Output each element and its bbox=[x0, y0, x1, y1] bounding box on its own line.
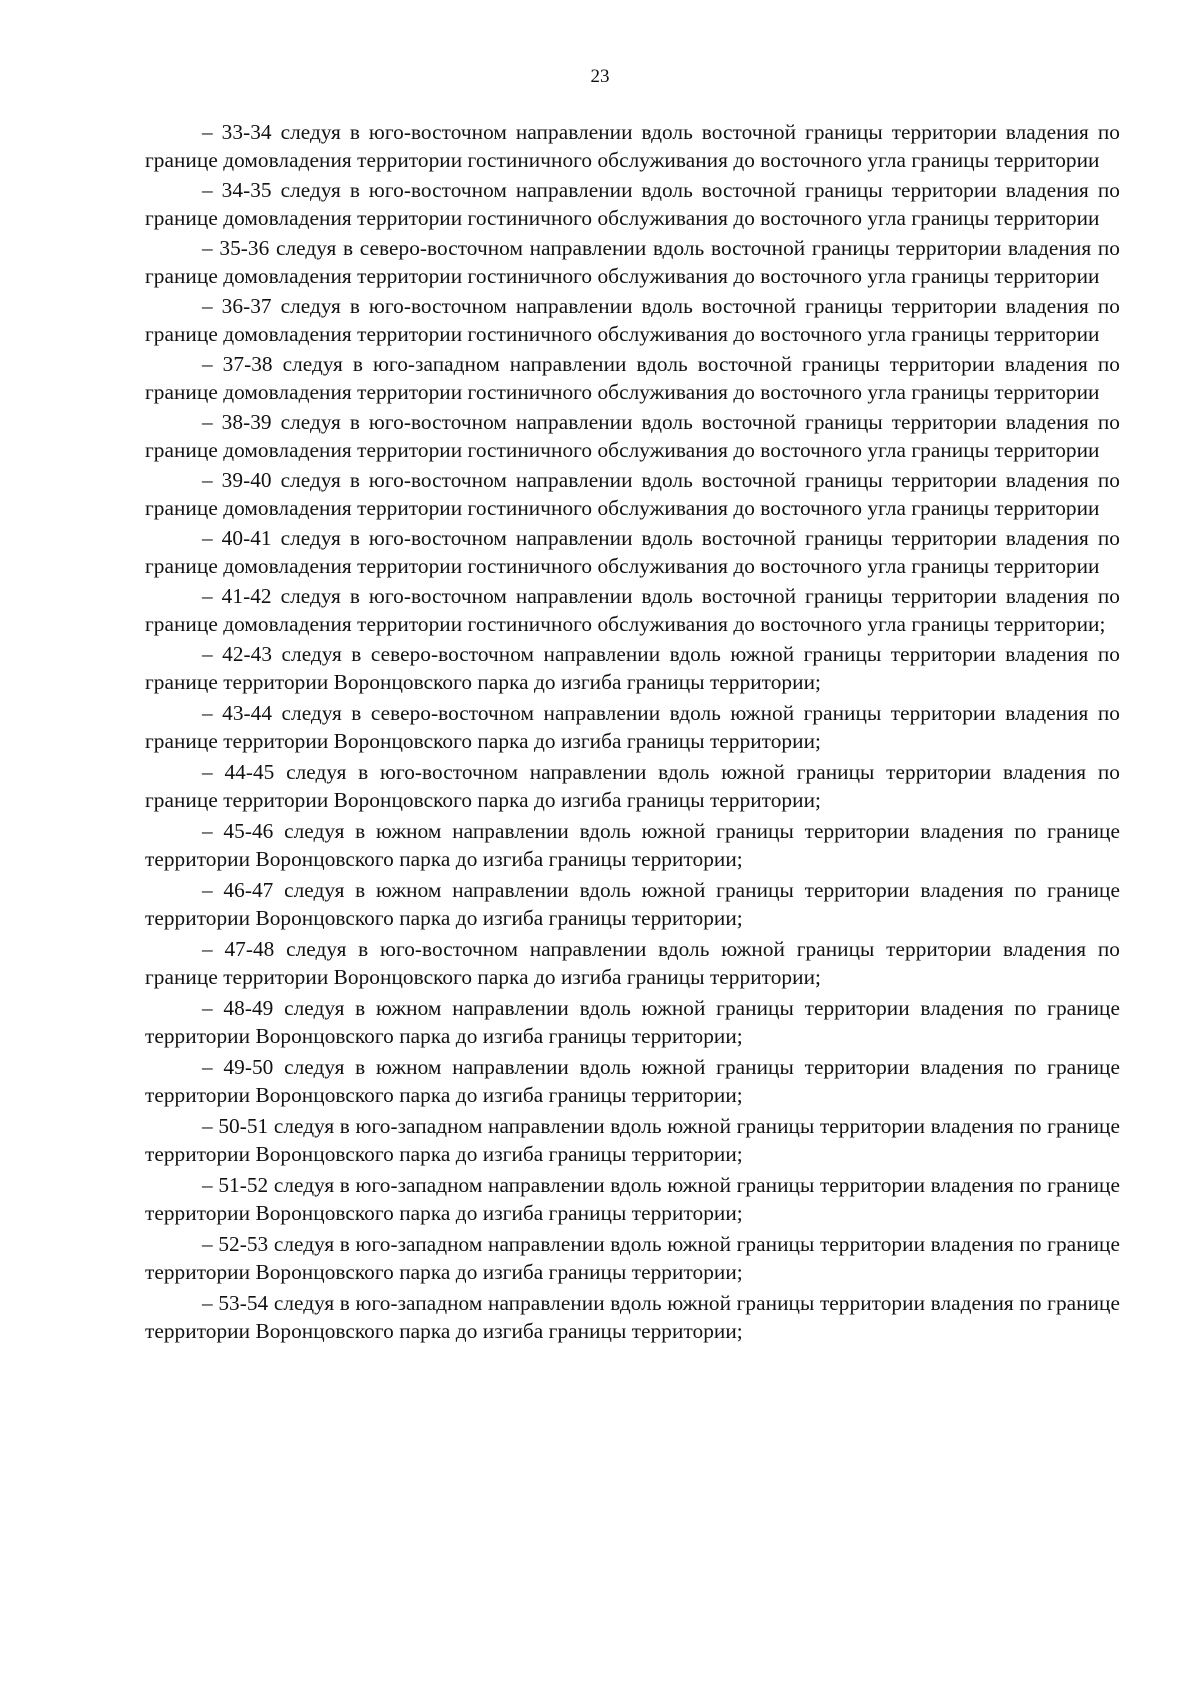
boundary-paragraph-45-46: – 45-46 следуя в южном направлении вдоль южной границы территории владения по границе территории Воронцовского парка до изгиба границы территории; bbox=[145, 819, 1120, 871]
page-number: 23 bbox=[590, 66, 610, 87]
boundary-paragraph-44-45: – 44-45 следуя в юго-восточном направлении вдоль южной границы территории владения по границе территории Воронцовского парка до изгиба границы территории; bbox=[145, 760, 1120, 812]
document-body bbox=[145, 118, 1120, 1348]
boundary-paragraph-49-50: – 49-50 следуя в южном направлении вдоль южной границы территории владения по границе территории Воронцовского парка до изгиба границы территории; bbox=[145, 1055, 1120, 1107]
boundary-paragraph-39-40: – 39-40 следуя в юго-восточном направлении вдоль восточной границы территории владения по границе домовладения территории гостиничного обслуживания до восточного угла границы территории bbox=[145, 468, 1120, 520]
boundary-paragraph-35-36: – 35-36 следуя в северо-восточном направлении вдоль восточной границы территории владения по границе домовладения территории гостиничного обслуживания до восточного угла границы территории bbox=[145, 236, 1120, 288]
boundary-paragraph-41-42: – 41-42 следуя в юго-восточном направлении вдоль восточной границы территории владения по границе домовладения территории гостиничного обслуживания до восточного угла границы территории; bbox=[145, 584, 1120, 636]
boundary-paragraph-50-51: – 50-51 следуя в юго-западном направлении вдоль южной границы территории владения по границе территории Воронцовского парка до изгиба границы территории; bbox=[145, 1114, 1120, 1166]
boundary-paragraph-36-37: – 36-37 следуя в юго-восточном направлении вдоль восточной границы территории владения по границе домовладения территории гостиничного обслуживания до восточного угла границы территории bbox=[145, 294, 1120, 346]
boundary-paragraph-51-52: – 51-52 следуя в юго-западном направлении вдоль южной границы территории владения по границе территории Воронцовского парка до изгиба границы территории; bbox=[145, 1173, 1120, 1225]
boundary-paragraph-53-54: – 53-54 следуя в юго-западном направлении вдоль южной границы территории владения по границе территории Воронцовского парка до изгиба границы территории; bbox=[145, 1291, 1120, 1343]
boundary-paragraph-48-49: – 48-49 следуя в южном направлении вдоль южной границы территории владения по границе территории Воронцовского парка до изгиба границы территории; bbox=[145, 996, 1120, 1048]
boundary-paragraph-37-38: – 37-38 следуя в юго-западном направлении вдоль восточной границы территории владения по границе домовладения территории гостиничного обслуживания до восточного угла границы территории bbox=[145, 352, 1120, 404]
boundary-paragraph-33-34: – 33-34 следуя в юго-восточном направлении вдоль восточной границы территории владения по границе домовладения территории гостиничного обслуживания до восточного угла границы территории bbox=[145, 120, 1120, 172]
boundary-paragraph-46-47: – 46-47 следуя в южном направлении вдоль южной границы территории владения по границе территории Воронцовского парка до изгиба границы территории; bbox=[145, 878, 1120, 930]
boundary-paragraph-40-41: – 40-41 следуя в юго-восточном направлении вдоль восточной границы территории владения по границе домовладения территории гостиничного обслуживания до восточного угла границы территории bbox=[145, 526, 1120, 578]
boundary-paragraph-38-39: – 38-39 следуя в юго-восточном направлении вдоль восточной границы территории владения по границе домовладения территории гостиничного обслуживания до восточного угла границы территории bbox=[145, 410, 1120, 462]
boundary-paragraph-43-44: – 43-44 следуя в северо-восточном направлении вдоль южной границы территории владения по границе территории Воронцовского парка до изгиба границы территории; bbox=[145, 701, 1120, 753]
boundary-paragraph-34-35: – 34-35 следуя в юго-восточном направлении вдоль восточной границы территории владения по границе домовладения территории гостиничного обслуживания до восточного угла границы территории bbox=[145, 178, 1120, 230]
boundary-paragraph-42-43: – 42-43 следуя в северо-восточном направлении вдоль южной границы территории владения по границе территории Воронцовского парка до изгиба границы территории; bbox=[145, 642, 1120, 694]
boundary-paragraph-52-53: – 52-53 следуя в юго-западном направлении вдоль южной границы территории владения по границе территории Воронцовского парка до изгиба границы территории; bbox=[145, 1232, 1120, 1284]
boundary-paragraph-47-48: – 47-48 следуя в юго-восточном направлении вдоль южной границы территории владения по границе территории Воронцовского парка до изгиба границы территории; bbox=[145, 937, 1120, 989]
